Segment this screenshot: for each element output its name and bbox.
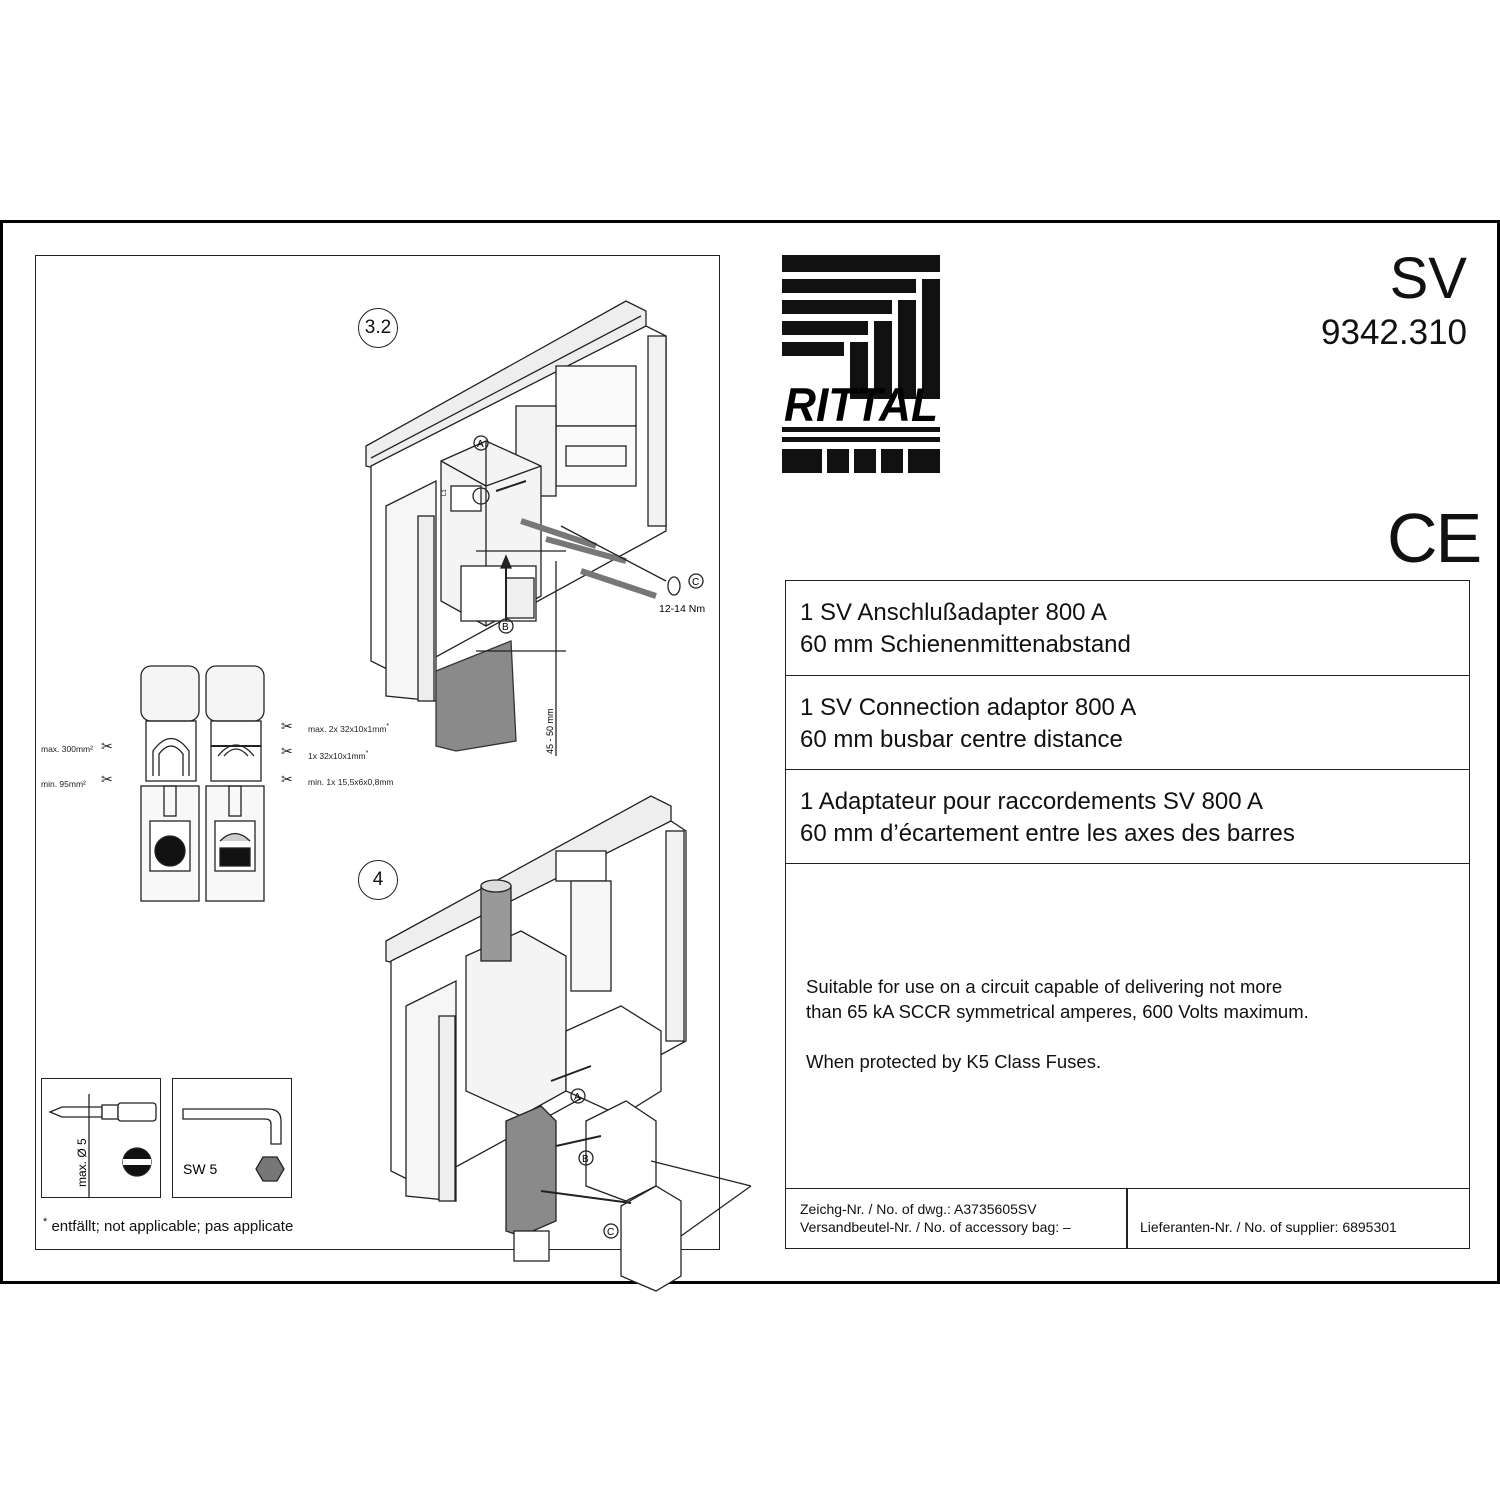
supplier-number: Lieferanten-Nr. / No. of supplier: 6895301 [1140,1219,1397,1235]
hex-key-icon [173,1079,291,1197]
accessory-bag-number: Versandbeutel-Nr. / No. of accessory bag: – [800,1219,1071,1235]
scissors-icon: ✂ [101,771,113,787]
drawing-info [800,1200,1071,1236]
scissors-icon: ✂ [281,771,293,787]
screwdriver-tool-box [41,1078,161,1198]
step-3-2-label: 3.2 [358,308,398,348]
rating-note: Suitable for use on a circuit capable of delivering not more than 65 kA SCCR symmetrical amperes, 600 Volts maximum. When protected by K5 Class Fuses. [806,976,1309,1072]
ce-mark: CE [1387,499,1481,577]
scissors-icon: ✂ [281,743,293,759]
scissors-icon: ✂ [281,718,293,734]
illustration-panel [35,255,720,1250]
hex-key-size: SW 5 [183,1161,218,1177]
assembly-drawing-step-3-2 [356,296,706,766]
description-french: 1 Adaptateur pour raccordements SV 800 A 60 mm d’écartement entre les axes des barres [786,770,1469,864]
torque-label: 12-14 Nm [659,603,706,615]
marker-a: A [477,439,484,450]
assembly-drawing-step-4 [381,791,711,1238]
marker-a-step-4: A [574,1092,581,1103]
step-4-label: 4 [358,860,398,900]
description-english: 1 SV Connection adaptor 800 A 60 mm busbar centre distance [786,676,1469,770]
footer [786,1188,1469,1249]
description-german: 1 SV Anschlußadapter 800 A 60 mm Schienenmittenabstand [786,581,1469,676]
clamp-detail-drawing [136,656,276,911]
marker-c: C [692,577,700,588]
phase-label-l1: L1 [442,489,448,496]
marker-c-step-4: C [607,1227,615,1238]
brand-name: RITTAL [784,378,938,431]
article-number: 9342.310 [1321,313,1467,352]
drawing-number: Zeichg-Nr. / No. of dwg.: A3735605SV [800,1201,1037,1217]
product-code: SV [1389,246,1467,311]
description-table [785,580,1470,1249]
min-cross-section-label: min. 95mm² [41,779,86,789]
footnote: * entfällt; not applicable; pas applicate [43,1216,294,1235]
screwdriver-dimension: max. Ø 5 [75,1138,89,1187]
max-cross-section-label: max. 300mm² [41,744,93,754]
screwdriver-icon [42,1079,160,1197]
depth-dimension: 45 - 50 mm [545,708,555,754]
scissors-icon: ✂ [101,738,113,754]
hex-key-tool-box [172,1078,292,1198]
marker-b-step-4: B [582,1154,589,1165]
bar-max-label: max. 2x 32x10x1mm* [308,722,390,734]
bar-min-label: min. 1x 15,5x6x0,8mm [308,777,394,787]
bar-1x-label: 1x 32x10x1mm* [308,749,369,761]
rittal-logo [782,255,940,475]
instruction-sheet [0,220,1500,1284]
marker-b: B [502,622,509,633]
